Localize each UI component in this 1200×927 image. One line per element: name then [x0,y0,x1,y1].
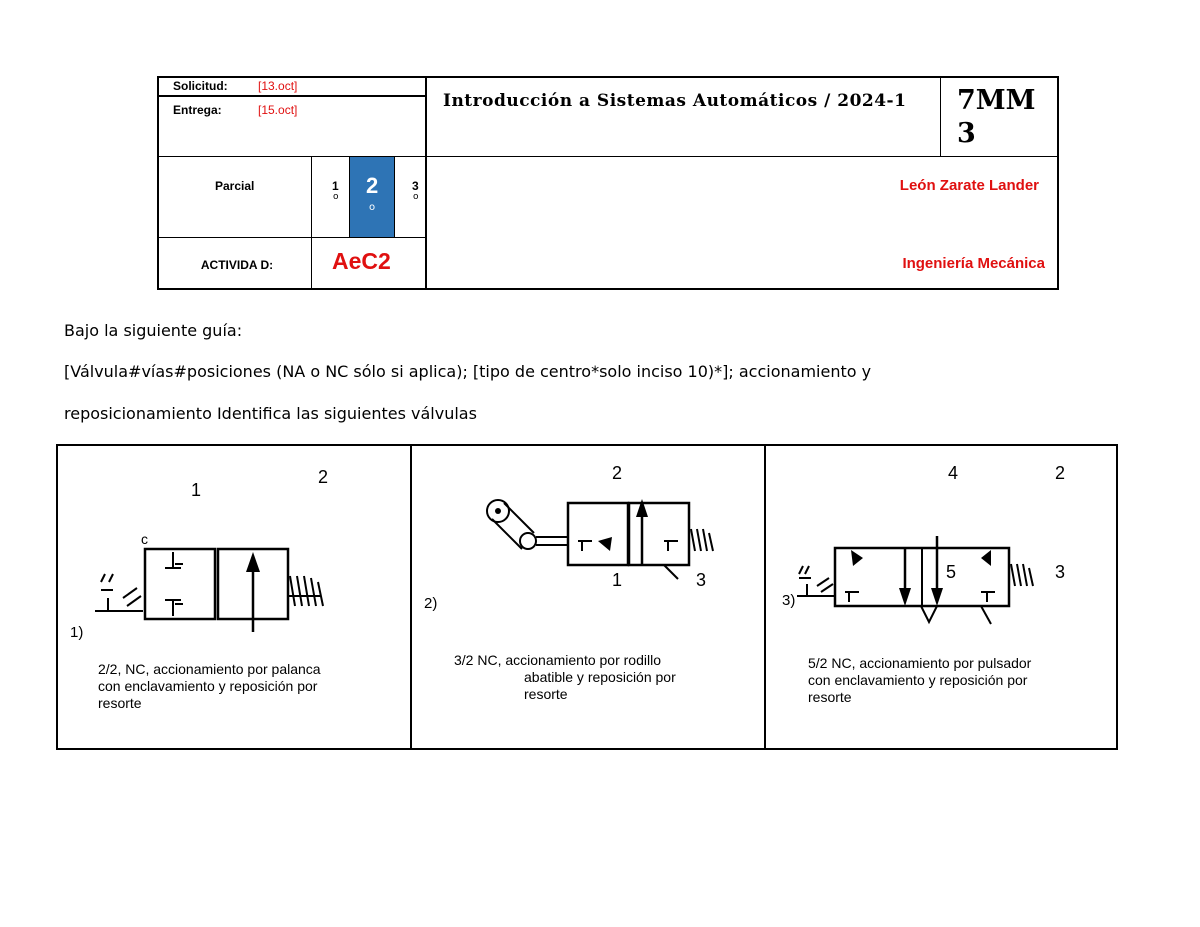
valve-3-port-2: 2 [1055,463,1066,483]
valve-2-port-3: 3 [696,570,707,590]
actividad-value: AeC2 [332,248,391,274]
header-table [157,76,1059,290]
entrega-value: [15.oct] [258,103,298,117]
group-code: 7MM 3 [957,85,1036,149]
degree-mark-3: o [413,192,419,202]
valve-2-caption: 3/2 NC, accionamiento por rodillo abatible y reposición por resorte [454,652,676,702]
valve-2-symbol [482,491,722,581]
parcial-option-2: 2 [366,173,379,198]
parcial-label: Parcial [215,179,255,193]
valve-2-port-1: 1 [612,570,623,590]
valve-1-port-2: 2 [318,467,329,487]
valve-3-port-5: 5 [946,562,957,582]
svg-text:c: c [141,531,148,547]
valve-3-port-4: 4 [948,463,959,483]
instruction-line-3: reposicionamiento Identifica las siguientes válvulas [64,404,477,423]
valve-1-number: 1) [70,624,84,641]
degree-mark-2: o [369,202,376,213]
career: Ingeniería Mecánica [902,255,1045,272]
course-title: Introducción a Sistemas Automáticos / 2024-1 [443,91,907,111]
valve-3-number: 3) [782,592,796,609]
valve-1-caption: 2/2, NC, accionamiento por palanca con enclavamiento y reposición por resorte [98,661,321,711]
valve-3-caption: 5/2 NC, accionamiento por pulsador con enclavamiento y reposición por resorte [808,655,1032,705]
actividad-label: ACTIVIDA D: [200,258,274,272]
parcial-option-3: 3 [412,179,419,193]
valve-panel-2 [410,444,766,750]
solicitud-value: [13.oct] [258,79,298,93]
parcial-option-1: 1 [332,179,339,193]
valve-panel-1 [56,444,412,750]
valve-3-symbol [791,536,1051,626]
valve-2-port-2: 2 [612,463,623,483]
valve-panel-3 [764,444,1118,750]
student-name: León Zarate Lander [899,177,1039,194]
instruction-line-2: [Válvula#vías#posiciones (NA o NC sólo si aplica); [tipo de centro*solo inciso 10)*]; accionamiento y [64,362,872,381]
entrega-label: Entrega: [173,103,222,117]
valve-3-port-3: 3 [1055,562,1066,582]
valve-2-number: 2) [424,595,438,612]
degree-mark-1: o [333,192,339,202]
valve-1-symbol [83,516,373,636]
valve-1-port-1: 1 [191,480,202,500]
solicitud-label: Solicitud: [173,79,228,93]
instruction-line-1: Bajo la siguiente guía: [64,321,243,340]
